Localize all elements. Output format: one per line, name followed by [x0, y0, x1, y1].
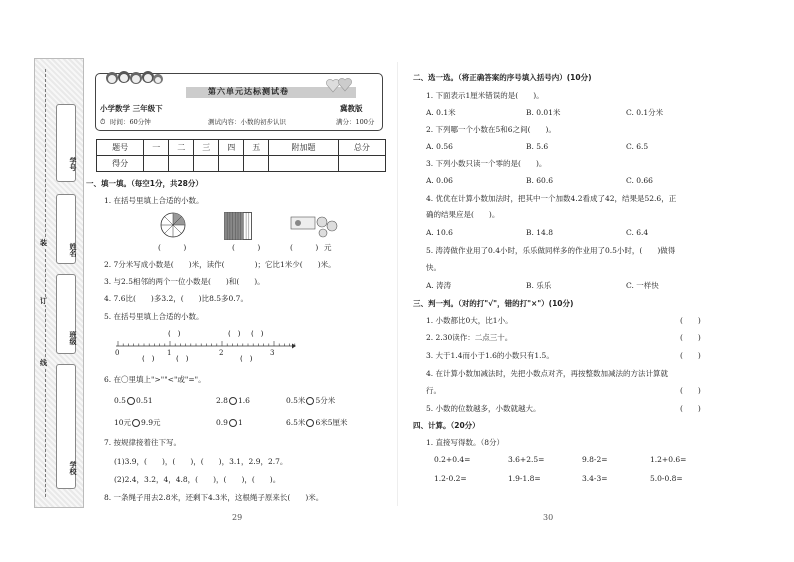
student-id-label: 学号: [69, 157, 77, 171]
part3-item-5: 5. 小数的位数越多，小数就越大。: [426, 404, 541, 413]
content-label: 测试内容：小数的初步认识: [208, 118, 286, 126]
calc-item: 0.2+0.4=: [434, 455, 471, 464]
part1-q2: 2. 7分米写成小数是( )米，读作( )；它比1米少( )米。: [104, 260, 336, 269]
part3-title: 三、判一判。（对的打"√"，错的打"×"）(10分): [413, 299, 574, 308]
part1-q4: 4. 7.6比( )多3.2，( )比8.5多0.7。: [104, 294, 248, 303]
header-banner: [95, 73, 383, 131]
compare-circle[interactable]: [229, 419, 237, 427]
score-cell[interactable]: [169, 156, 194, 172]
class-label: 班级: [69, 331, 77, 345]
full-score-label: 满分：100分: [336, 118, 375, 126]
grid-fraction-image: [224, 212, 252, 240]
score-cell[interactable]: [219, 156, 244, 172]
score-cell[interactable]: [144, 156, 169, 172]
part3-answer-blank-1[interactable]: ( ): [680, 316, 701, 325]
part3-answer-blank-2[interactable]: ( ): [680, 333, 701, 342]
q7-line-1: (1)3.9，( )，( )，( )，3.1，2.9，2.7。: [114, 457, 288, 466]
part2-q5-option-a: A. 涛涛: [426, 281, 452, 290]
score-cell[interactable]: [269, 156, 338, 172]
part1-q3: 3. 与2.5相邻的两个一位小数是( )和( )。: [104, 277, 265, 286]
part2-q1: 1. 下面表示1厘米错误的是( )。: [426, 91, 544, 100]
part3-answer-blank-5[interactable]: ( ): [680, 404, 701, 413]
calc-item: 3.6+2.5=: [508, 455, 545, 464]
part1-q1: 1. 在括号里填上合适的小数。: [104, 196, 204, 205]
score-cell[interactable]: [194, 156, 219, 172]
page-number-right: 30: [543, 513, 554, 522]
score-header-cell: 三: [194, 140, 219, 156]
compare-item-1: 0.5 0.51: [114, 396, 153, 405]
page-divider: [397, 62, 398, 506]
part4-title: 四、计算。（20分）: [413, 421, 480, 430]
part2-q5-option-b: B. 乐乐: [526, 281, 552, 290]
part2-q4-option-c: C. 6.4: [626, 228, 649, 237]
score-header-cell: 五: [244, 140, 269, 156]
page-number-left: 29: [232, 513, 243, 522]
calc-item: 1.9-1.8=: [508, 474, 541, 483]
q1-answer-blank-2[interactable]: ( ): [232, 243, 261, 252]
student-id-field[interactable]: [56, 104, 76, 182]
compare-circle[interactable]: [306, 419, 314, 427]
part2-q3-option-c: C. 0.66: [626, 176, 653, 185]
part3-answer-blank-4[interactable]: ( ): [680, 386, 701, 395]
q7-line-2: (2)2.4，3.2，4，4.8，( )，( )，( )。: [114, 475, 281, 484]
numline-tick-3: 3: [270, 349, 275, 357]
compare-circle[interactable]: [229, 397, 237, 405]
number-line: [110, 326, 296, 362]
compare-item-4: 10元 9.9元: [114, 418, 161, 427]
compare-item-6: 6.5米 6米5厘米: [286, 418, 348, 427]
part2-q1-option-a: A. 0.1米: [426, 108, 456, 117]
edition-label: 冀教版: [340, 104, 363, 113]
part2-q4-option-a: A. 10.6: [426, 228, 453, 237]
part3-item-4-line-1: 4. 在计算小数加减法时，先把小数点对齐，再按整数加减法的方法计算就: [426, 369, 669, 378]
part3-item-2: 2. 2.30读作：二点三十。: [426, 333, 513, 342]
numline-tick-0: 0: [115, 349, 120, 357]
compare-circle[interactable]: [306, 397, 314, 405]
numline-tick-2: 2: [219, 349, 224, 357]
part2-q2-option-b: B. 5.6: [526, 142, 549, 151]
part1-q7: 7. 按规律接着往下写。: [104, 438, 182, 447]
score-table-header-row: [97, 140, 386, 156]
score-row-label: 得分: [97, 156, 144, 172]
binding-strip: [34, 58, 84, 508]
clock-icon: ⏱: [100, 118, 106, 126]
time-label: 时间：60分钟: [110, 118, 151, 126]
compare-item-3: 0.5米 5分米: [286, 396, 336, 405]
part3-answer-blank-3[interactable]: ( ): [680, 351, 701, 360]
score-header-cell: 总分: [338, 140, 385, 156]
calc-item: 5.0-0.8=: [650, 474, 683, 483]
pie-fraction-image: [160, 212, 186, 238]
compare-item-2: 2.8 1.6: [216, 396, 250, 405]
class-field[interactable]: [56, 274, 76, 354]
score-cell[interactable]: [244, 156, 269, 172]
name-field[interactable]: [56, 194, 76, 264]
part2-q1-option-c: C. 0.1分米: [626, 108, 664, 117]
part2-q2-option-a: A. 0.56: [426, 142, 453, 151]
part2-q4-line-1: 4. 优优在计算小数加法时，把其中一个加数4.2看成了42，结果是52.6，正: [426, 194, 677, 203]
compare-item-5: 0.9 1: [216, 418, 243, 427]
part1-title: 一、填一填。（每空1分，共28分）: [86, 179, 203, 188]
part1-q8: 8. 一条绳子用去2.8米，还剩下4.3米，这根绳子原来长( )米。: [104, 493, 324, 502]
cut-word-1: 装: [40, 238, 47, 247]
numline-tick-1: 1: [167, 349, 172, 357]
q1-answer-blank-1[interactable]: ( ): [158, 243, 187, 252]
q1-answer-blank-3[interactable]: ( ): [290, 243, 319, 252]
numline-blank-bottom-3: ( ): [240, 355, 253, 362]
part2-q3-option-a: A. 0.06: [426, 176, 453, 185]
score-cell[interactable]: [338, 156, 385, 172]
part1-q5: 5. 在括号里填上合适的小数。: [104, 312, 204, 321]
part2-q2: 2. 下列哪一个小数在5和6之间( )。: [426, 125, 556, 134]
calc-item: 9.8-2=: [582, 455, 608, 464]
numline-blank-top-2: ( ): [228, 330, 241, 338]
school-field[interactable]: [56, 364, 76, 489]
calc-item: 1.2-0.2=: [434, 474, 467, 483]
part2-q3-option-b: B. 60.6: [526, 176, 553, 185]
part2-q4-line-2: 确的结果应是( )。: [426, 210, 500, 219]
test-title: 第六单元达标测试卷: [208, 86, 289, 96]
numline-blank-top-1: ( ): [168, 330, 181, 338]
part3-item-3: 3. 大于1.4而小于1.6的小数只有1.5。: [426, 351, 554, 360]
score-header-cell: 一: [144, 140, 169, 156]
subject-label: 小学数学 三年级下: [100, 104, 163, 113]
score-table-score-row: [97, 156, 386, 172]
part2-q4-option-b: B. 14.8: [526, 228, 553, 237]
numline-blank-bottom-1: ( ): [142, 355, 155, 362]
cut-word-3: 线: [40, 358, 47, 367]
score-table: [96, 139, 386, 172]
part2-q5-option-c: C. 一样快: [626, 281, 659, 290]
cut-line: [45, 69, 46, 497]
part2-q3: 3. 下列小数只读一个零的是( )。: [426, 159, 547, 168]
part3-item-4-line-2: 行。: [426, 386, 441, 395]
q1-unit: 元: [324, 243, 332, 252]
children-illustration: [104, 68, 164, 90]
score-header-cell: 附加题: [269, 140, 338, 156]
compare-circle[interactable]: [127, 397, 135, 405]
part2-title: 二、选一选。（将正确答案的序号填入括号内）(10分): [413, 73, 592, 82]
money-image: [290, 214, 340, 240]
name-label: 姓名: [69, 243, 77, 257]
calc-item: 1.2+0.6=: [650, 455, 687, 464]
part2-q1-option-b: B. 0.01米: [526, 108, 561, 117]
numline-blank-top-3: ( ): [251, 330, 264, 338]
numline-blank-bottom-2: ( ): [176, 355, 189, 362]
compare-circle[interactable]: [132, 419, 140, 427]
part4-q1: 1. 直接写得数。（8分）: [426, 438, 505, 447]
hearts-icon: [326, 78, 354, 94]
calc-item: 3.4-3=: [582, 474, 608, 483]
score-header-cell: 题号: [97, 140, 144, 156]
school-label: 学校: [69, 461, 77, 475]
cut-word-2: 订: [40, 296, 47, 305]
part3-item-1: 1. 小数都比0大，比1小。: [426, 316, 513, 325]
part1-q6: 6. 在〇里填上">""<"或"="。: [104, 375, 206, 384]
score-header-cell: 四: [219, 140, 244, 156]
part2-q5-line-2: 快。: [426, 263, 441, 272]
score-header-cell: 二: [169, 140, 194, 156]
part2-q2-option-c: C. 6.5: [626, 142, 649, 151]
part2-q5-line-1: 5. 涛涛做作业用了0.4小时，乐乐做同样多的作业用了0.5小时，( )做得: [426, 246, 676, 255]
